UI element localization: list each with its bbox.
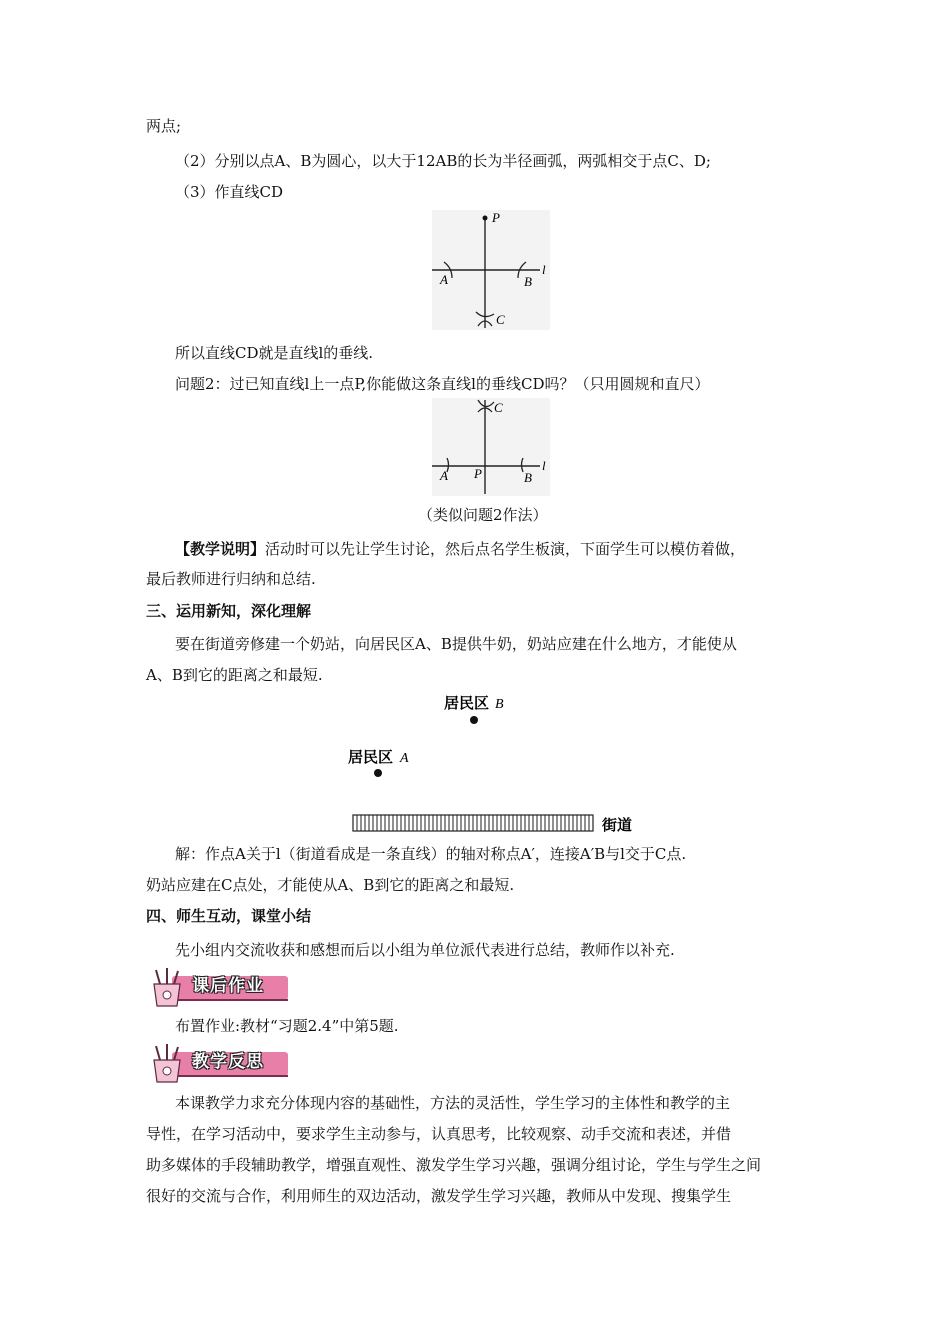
text-line: 所以直线CD就是直线l的垂线. — [175, 344, 374, 362]
residential-b-letter: B — [495, 697, 504, 712]
homework-banner — [146, 968, 296, 1008]
point-label-c: C — [494, 400, 503, 415]
figure-perpendicular-from-external-point — [432, 210, 550, 330]
point-label-p: P — [492, 210, 500, 225]
text-line: （2）分别以点A、B为圆心，以大于12AB的长为半径画弧，两弧相交于点C、D; — [175, 152, 711, 170]
text-line: A、B到它的距离之和最短. — [146, 666, 323, 684]
street-label: 街道 — [602, 816, 633, 834]
pencil-cup-icon — [154, 968, 180, 1006]
figure-caption: （类似问题2作法） — [418, 506, 548, 524]
point-label-c: C — [496, 312, 505, 327]
residential-b-label: 居民区 — [444, 694, 490, 712]
point-label-p: P — [474, 466, 482, 481]
text-line: 先小组内交流收获和感想而后以小组为单位派代表进行总结，教师作以补充. — [175, 941, 675, 959]
point-label-a: A — [440, 272, 448, 287]
reflection-banner — [146, 1044, 296, 1084]
text-line: 布置作业:教材“习题2.4”中第5题. — [175, 1017, 399, 1035]
text-line: 问题2：过已知直线l上一点P,你能做这条直线l的垂线CD吗？（只用圆规和直尺） — [175, 375, 710, 393]
homework-title: 课后作业 — [192, 976, 264, 996]
teaching-note-text: 活动时可以先让学生讨论，然后点名学生板演，下面学生可以模仿着做， — [265, 540, 746, 558]
point-a — [374, 769, 382, 777]
residential-a-letter: A — [400, 751, 409, 766]
line-label-l: l — [542, 262, 546, 277]
text-line: 本课教学力求充分体现内容的基础性，方法的灵活性，学生学习的主体性和教学的主 — [175, 1094, 731, 1112]
figure-milk-station — [348, 690, 648, 840]
reflection-title: 教学反思 — [192, 1052, 264, 1072]
text-line: 最后教师进行归纳和总结. — [146, 570, 316, 588]
text-line — [175, 539, 745, 559]
point-label-b: B — [524, 470, 532, 485]
text-line: 很好的交流与合作，利用师生的双边活动，激发学生学习兴趣，教师从中发现、搜集学生 — [146, 1187, 732, 1205]
point-label-a: A — [440, 468, 448, 483]
teaching-note-label: 【教学说明】 — [175, 540, 266, 558]
text-line: 解：作点A关于l（街道看成是一条直线）的轴对称点A′，连接A′B与l交于C点. — [175, 845, 687, 863]
line-label-l: l — [542, 458, 546, 473]
text-line: （3）作直线CD — [175, 183, 284, 201]
text-line: 助多媒体的手段辅助教学，增强直观性、激发学生学习兴趣，强调分组讨论，学生与学生之间 — [146, 1156, 762, 1174]
section-heading-4: 四、师生互动，课堂小结 — [146, 907, 312, 925]
text-line: 两点; — [146, 117, 182, 135]
text-line: 要在街道旁修建一个奶站，向居民区A、B提供牛奶，奶站应建在什么地方，才能使从 — [175, 635, 737, 653]
text-line: 奶站应建在C点处，才能使从A、B到它的距离之和最短. — [146, 876, 515, 894]
residential-a-label: 居民区 — [348, 748, 394, 766]
figure-perpendicular-from-point-on-line — [432, 398, 550, 496]
point-b — [470, 716, 478, 724]
section-heading-3: 三、运用新知，深化理解 — [146, 602, 312, 620]
text-line: 导性，在学习活动中，要求学生主动参与，认真思考，比较观察、动手交流和表述，并借 — [146, 1125, 732, 1143]
street-hatching — [353, 815, 593, 831]
point-label-b: B — [524, 274, 532, 289]
pencil-cup-icon — [154, 1044, 180, 1082]
